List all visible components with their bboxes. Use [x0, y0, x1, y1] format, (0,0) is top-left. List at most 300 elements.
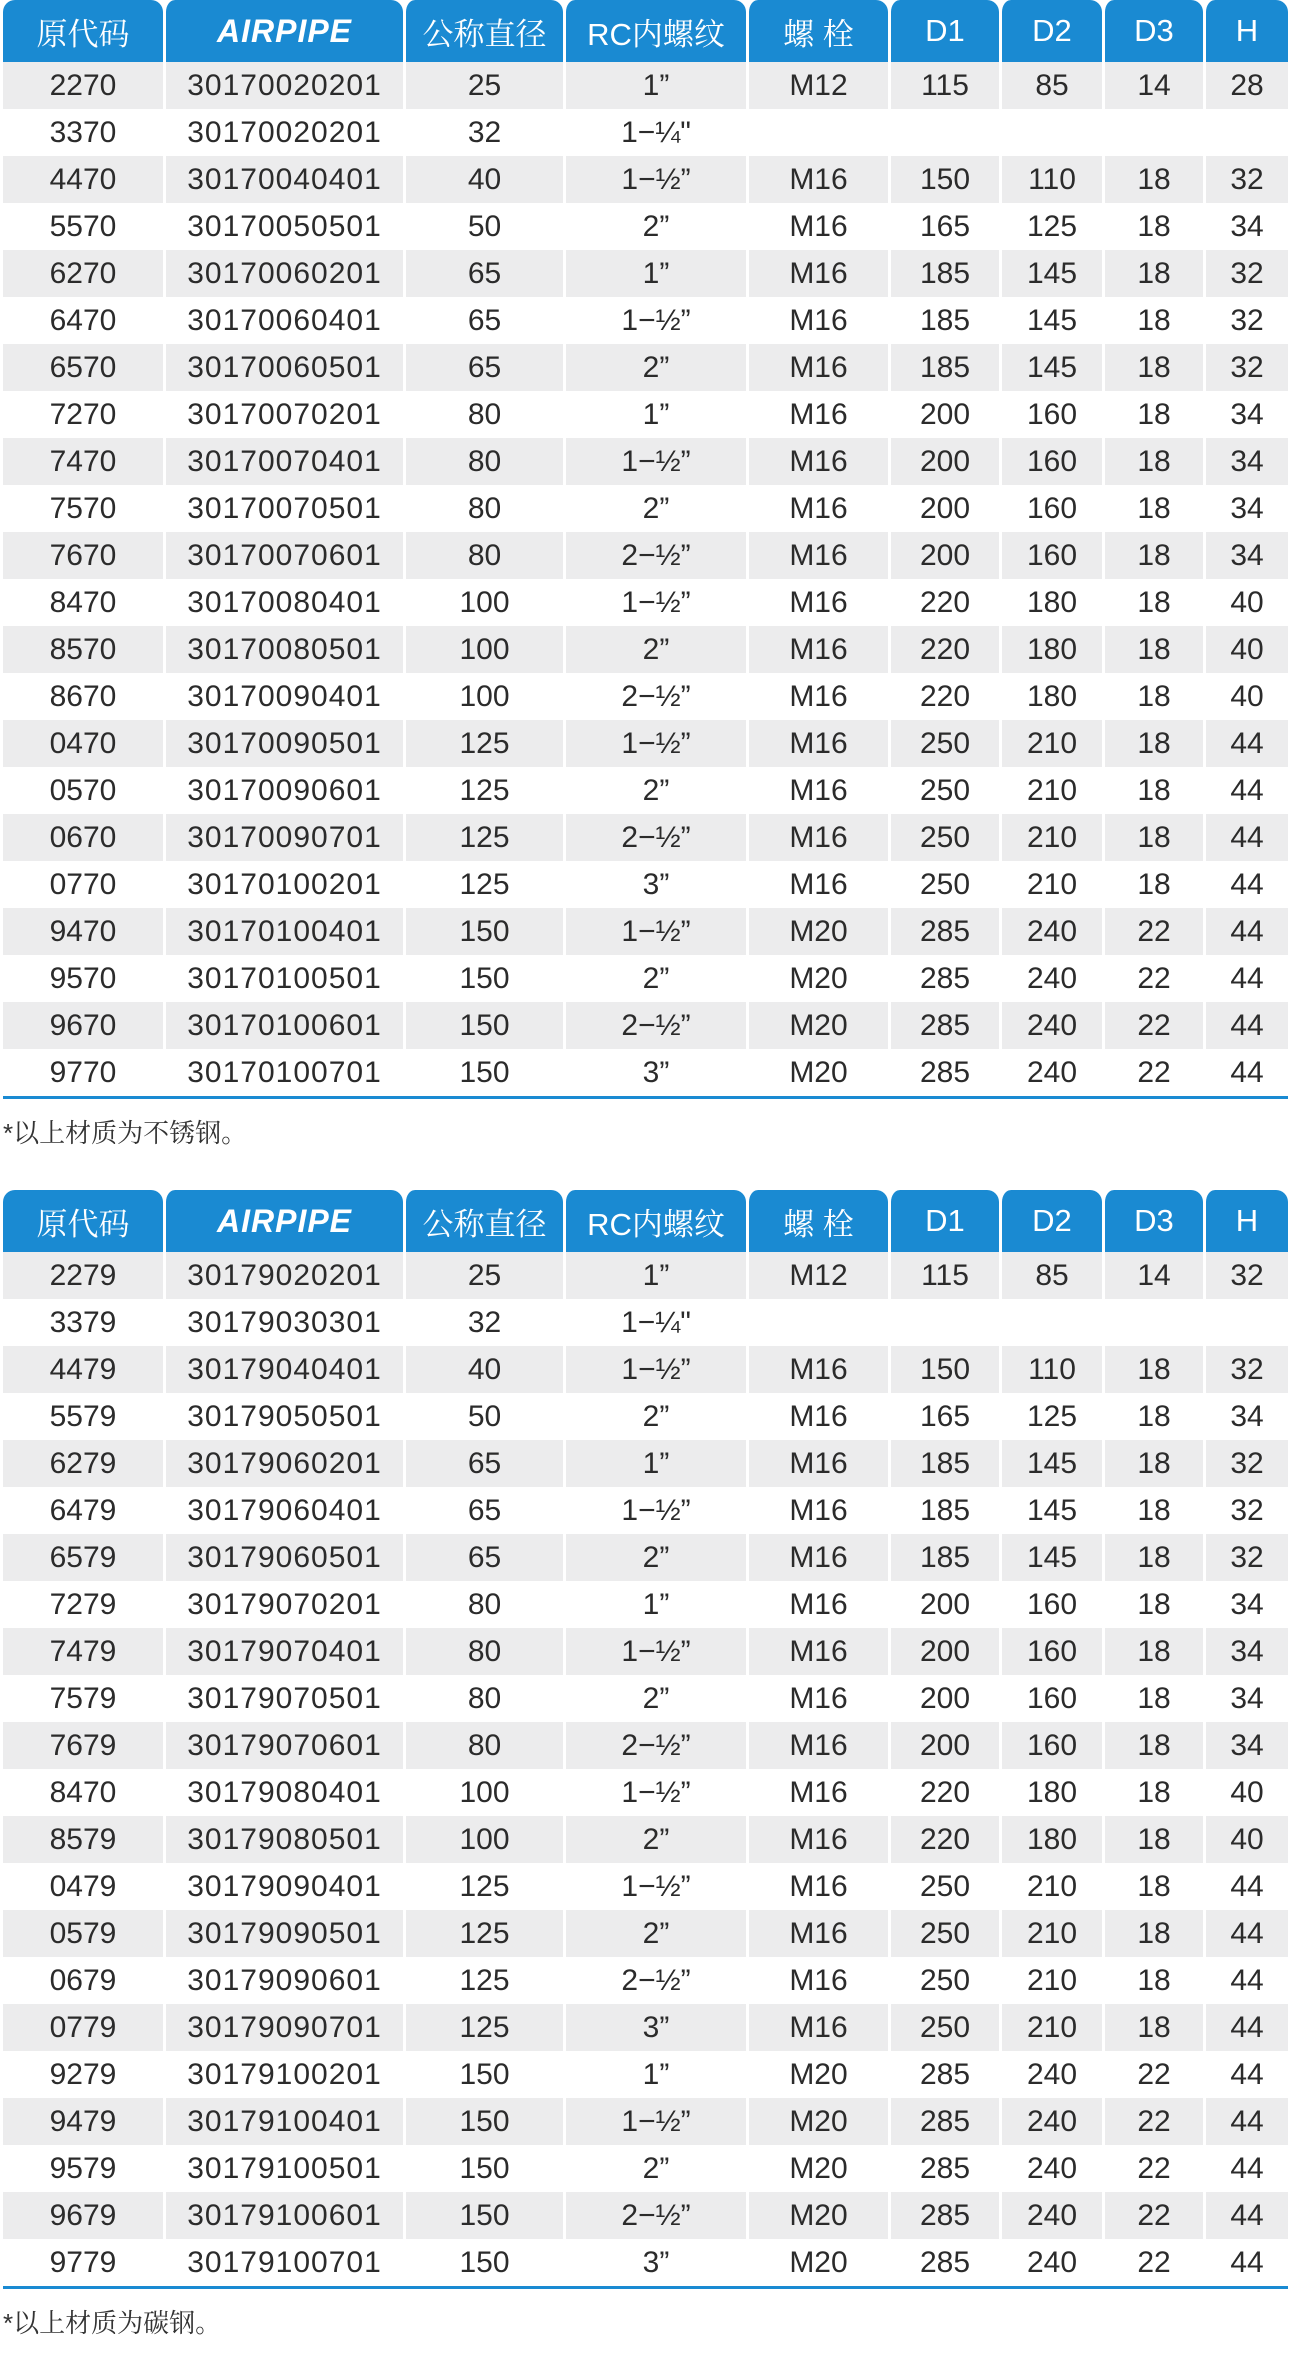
cell-bolt: M16	[746, 579, 888, 626]
cell-bolt: M16	[746, 673, 888, 720]
cell-rc-thread: 1−½”	[563, 908, 746, 955]
cell-bolt: M16	[746, 344, 888, 391]
cell-original-code: 6279	[3, 1440, 163, 1487]
cell-bolt: M16	[746, 814, 888, 861]
cell-nominal-diameter: 80	[403, 1675, 563, 1722]
cell-d2: 125	[999, 203, 1102, 250]
spec-table	[3, 0, 1288, 1096]
cell-d2	[999, 1299, 1102, 1346]
cell-d2: 160	[999, 532, 1102, 579]
cell-rc-thread: 2”	[563, 767, 746, 814]
cell-nominal-diameter: 65	[403, 297, 563, 344]
table-row	[3, 532, 1288, 579]
cell-bolt: M12	[746, 1252, 888, 1299]
cell-original-code: 4470	[3, 156, 163, 203]
cell-rc-thread: 2−½”	[563, 1722, 746, 1769]
cell-d2: 160	[999, 1581, 1102, 1628]
cell-d1: 250	[888, 1957, 999, 2004]
cell-bolt: M16	[746, 203, 888, 250]
cell-h: 34	[1203, 485, 1288, 532]
cell-rc-thread: 1”	[563, 250, 746, 297]
cell-original-code: 8470	[3, 579, 163, 626]
cell-h: 44	[1203, 908, 1288, 955]
cell-article-number: 30170020201	[163, 62, 403, 109]
cell-d2: 145	[999, 1534, 1102, 1581]
cell-rc-thread: 1”	[563, 1440, 746, 1487]
cell-nominal-diameter: 65	[403, 1534, 563, 1581]
cell-article-number: 30170070401	[163, 438, 403, 485]
spec-table	[3, 1190, 1288, 2286]
cell-d1: 185	[888, 344, 999, 391]
table-row	[3, 109, 1288, 156]
cell-d3: 18	[1102, 2004, 1203, 2051]
cell-original-code: 7470	[3, 438, 163, 485]
cell-rc-thread: 2−½”	[563, 2192, 746, 2239]
cell-original-code: 9679	[3, 2192, 163, 2239]
cell-d2: 210	[999, 861, 1102, 908]
cell-d1: 185	[888, 250, 999, 297]
cell-h: 32	[1203, 1534, 1288, 1581]
cell-article-number: 30170070201	[163, 391, 403, 438]
table-section-carbon	[0, 1190, 1291, 2340]
table-row	[3, 203, 1288, 250]
cell-d3: 18	[1102, 156, 1203, 203]
header-bolt: 螺 栓	[746, 1190, 888, 1252]
cell-h: 40	[1203, 579, 1288, 626]
cell-original-code: 9479	[3, 2098, 163, 2145]
cell-d3: 22	[1102, 2145, 1203, 2192]
cell-article-number: 30170100601	[163, 1002, 403, 1049]
cell-h: 32	[1203, 1252, 1288, 1299]
cell-bolt: M16	[746, 438, 888, 485]
cell-nominal-diameter: 50	[403, 1393, 563, 1440]
cell-nominal-diameter: 125	[403, 814, 563, 861]
cell-nominal-diameter: 150	[403, 2145, 563, 2192]
cell-rc-thread: 3”	[563, 2239, 746, 2286]
cell-d2: 145	[999, 297, 1102, 344]
cell-h: 34	[1203, 391, 1288, 438]
cell-d2: 160	[999, 1628, 1102, 1675]
cell-article-number: 30170100501	[163, 955, 403, 1002]
cell-nominal-diameter: 80	[403, 1722, 563, 1769]
cell-d2: 240	[999, 908, 1102, 955]
cell-article-number: 30170090601	[163, 767, 403, 814]
cell-d3: 18	[1102, 485, 1203, 532]
cell-rc-thread: 1−½”	[563, 156, 746, 203]
cell-bolt: M20	[746, 955, 888, 1002]
cell-rc-thread: 2−½”	[563, 532, 746, 579]
material-note: *以上材质为碳钢。	[3, 2308, 222, 2338]
cell-rc-thread: 2”	[563, 344, 746, 391]
cell-original-code: 9779	[3, 2239, 163, 2286]
cell-h: 32	[1203, 297, 1288, 344]
cell-bolt: M16	[746, 861, 888, 908]
cell-d3: 18	[1102, 1675, 1203, 1722]
cell-bolt: M20	[746, 908, 888, 955]
cell-d2: 110	[999, 1346, 1102, 1393]
cell-rc-thread: 3”	[563, 861, 746, 908]
cell-original-code: 0779	[3, 2004, 163, 2051]
cell-original-code: 7679	[3, 1722, 163, 1769]
cell-nominal-diameter: 65	[403, 344, 563, 391]
cell-nominal-diameter: 150	[403, 2192, 563, 2239]
header-d1: D1	[888, 1190, 999, 1252]
cell-d1: 285	[888, 2051, 999, 2098]
cell-article-number: 30179030301	[163, 1299, 403, 1346]
cell-rc-thread: 1−½”	[563, 1863, 746, 1910]
cell-original-code: 6579	[3, 1534, 163, 1581]
cell-bolt: M16	[746, 1722, 888, 1769]
cell-rc-thread: 1−½”	[563, 1487, 746, 1534]
cell-h: 34	[1203, 1722, 1288, 1769]
cell-h: 28	[1203, 62, 1288, 109]
cell-article-number: 30170070501	[163, 485, 403, 532]
cell-d3: 18	[1102, 391, 1203, 438]
cell-h: 34	[1203, 1581, 1288, 1628]
cell-d3: 18	[1102, 250, 1203, 297]
cell-d1: 165	[888, 1393, 999, 1440]
cell-original-code: 8579	[3, 1816, 163, 1863]
cell-d2: 145	[999, 1487, 1102, 1534]
header-row	[3, 1190, 1288, 1252]
cell-d3: 18	[1102, 1581, 1203, 1628]
cell-d1: 185	[888, 297, 999, 344]
table-row	[3, 673, 1288, 720]
cell-d3: 22	[1102, 1002, 1203, 1049]
cell-article-number: 30179100501	[163, 2145, 403, 2192]
cell-article-number: 30179020201	[163, 1252, 403, 1299]
table-row	[3, 156, 1288, 203]
cell-d2: 210	[999, 814, 1102, 861]
cell-d3: 18	[1102, 203, 1203, 250]
cell-d1: 115	[888, 1252, 999, 1299]
table-bottom-rule	[3, 1096, 1288, 1099]
cell-original-code: 0579	[3, 1910, 163, 1957]
cell-d1: 285	[888, 1049, 999, 1096]
cell-d1: 250	[888, 814, 999, 861]
cell-nominal-diameter: 50	[403, 203, 563, 250]
cell-original-code: 9770	[3, 1049, 163, 1096]
cell-d2: 145	[999, 344, 1102, 391]
table-row	[3, 1957, 1288, 2004]
header-d3: D3	[1102, 0, 1203, 62]
cell-h: 40	[1203, 626, 1288, 673]
cell-d3: 22	[1102, 908, 1203, 955]
cell-rc-thread: 1−¼"	[563, 1299, 746, 1346]
cell-bolt: M16	[746, 767, 888, 814]
cell-rc-thread: 2”	[563, 203, 746, 250]
cell-article-number: 30179090701	[163, 2004, 403, 2051]
cell-h: 34	[1203, 203, 1288, 250]
cell-nominal-diameter: 150	[403, 955, 563, 1002]
cell-nominal-diameter: 32	[403, 1299, 563, 1346]
cell-d1: 200	[888, 532, 999, 579]
header-d1: D1	[888, 0, 999, 62]
cell-nominal-diameter: 100	[403, 1816, 563, 1863]
cell-d3: 18	[1102, 1816, 1203, 1863]
cell-d1: 220	[888, 626, 999, 673]
table-row	[3, 955, 1288, 1002]
table-row	[3, 2145, 1288, 2192]
cell-h: 32	[1203, 344, 1288, 391]
cell-h: 44	[1203, 1002, 1288, 1049]
cell-d2: 110	[999, 156, 1102, 203]
cell-h: 44	[1203, 720, 1288, 767]
header-airpipe-brand	[163, 0, 403, 62]
cell-h: 40	[1203, 673, 1288, 720]
cell-nominal-diameter: 150	[403, 2239, 563, 2286]
cell-nominal-diameter: 125	[403, 1910, 563, 1957]
cell-rc-thread: 2”	[563, 955, 746, 1002]
cell-nominal-diameter: 125	[403, 1863, 563, 1910]
table-row	[3, 1910, 1288, 1957]
cell-d3: 18	[1102, 532, 1203, 579]
cell-d1: 285	[888, 2098, 999, 2145]
cell-rc-thread: 1−½”	[563, 438, 746, 485]
cell-article-number: 30179090601	[163, 1957, 403, 2004]
cell-original-code: 7279	[3, 1581, 163, 1628]
cell-d3: 18	[1102, 1346, 1203, 1393]
cell-d3: 18	[1102, 297, 1203, 344]
table-body	[3, 62, 1288, 1096]
cell-d1: 200	[888, 1581, 999, 1628]
table-row	[3, 908, 1288, 955]
cell-nominal-diameter: 80	[403, 485, 563, 532]
cell-article-number: 30179100701	[163, 2239, 403, 2286]
cell-rc-thread: 1”	[563, 62, 746, 109]
cell-article-number: 30170100401	[163, 908, 403, 955]
cell-nominal-diameter: 80	[403, 391, 563, 438]
cell-rc-thread: 3”	[563, 1049, 746, 1096]
header-d2: D2	[999, 0, 1102, 62]
cell-d2: 240	[999, 2051, 1102, 2098]
cell-original-code: 8670	[3, 673, 163, 720]
cell-h: 44	[1203, 2098, 1288, 2145]
cell-rc-thread: 1−½”	[563, 579, 746, 626]
cell-rc-thread: 3”	[563, 2004, 746, 2051]
cell-bolt: M16	[746, 1816, 888, 1863]
cell-d2: 180	[999, 1816, 1102, 1863]
cell-original-code: 9279	[3, 2051, 163, 2098]
cell-nominal-diameter: 65	[403, 1440, 563, 1487]
cell-rc-thread: 1−½”	[563, 297, 746, 344]
cell-bolt	[746, 109, 888, 156]
cell-article-number: 30170080401	[163, 579, 403, 626]
table-row	[3, 344, 1288, 391]
cell-article-number: 30179070401	[163, 1628, 403, 1675]
cell-h: 34	[1203, 1393, 1288, 1440]
cell-original-code: 2279	[3, 1252, 163, 1299]
table-row	[3, 438, 1288, 485]
cell-bolt: M20	[746, 2098, 888, 2145]
cell-original-code: 5579	[3, 1393, 163, 1440]
cell-d3: 18	[1102, 1769, 1203, 1816]
cell-d1: 250	[888, 2004, 999, 2051]
cell-article-number: 30179070501	[163, 1675, 403, 1722]
cell-rc-thread: 2”	[563, 1816, 746, 1863]
table-row	[3, 1722, 1288, 1769]
cell-original-code: 0479	[3, 1863, 163, 1910]
cell-d2: 240	[999, 2145, 1102, 2192]
cell-d2: 160	[999, 1675, 1102, 1722]
cell-d3: 18	[1102, 1440, 1203, 1487]
cell-article-number: 30170060401	[163, 297, 403, 344]
cell-d1: 250	[888, 767, 999, 814]
cell-original-code: 0679	[3, 1957, 163, 2004]
cell-d2: 145	[999, 1440, 1102, 1487]
cell-rc-thread: 2−½”	[563, 1957, 746, 2004]
cell-rc-thread: 2−½”	[563, 673, 746, 720]
table-row	[3, 1581, 1288, 1628]
header-rc-thread: RC内螺纹	[563, 1190, 746, 1252]
header-h: H	[1203, 0, 1288, 62]
cell-d3: 18	[1102, 579, 1203, 626]
cell-bolt: M20	[746, 2192, 888, 2239]
cell-article-number: 30179050501	[163, 1393, 403, 1440]
cell-rc-thread: 1−¼"	[563, 109, 746, 156]
cell-rc-thread: 2”	[563, 1393, 746, 1440]
cell-bolt: M16	[746, 1769, 888, 1816]
cell-d1: 285	[888, 908, 999, 955]
cell-d1: 220	[888, 673, 999, 720]
cell-d2: 180	[999, 673, 1102, 720]
cell-bolt: M20	[746, 2239, 888, 2286]
cell-bolt: M12	[746, 62, 888, 109]
cell-bolt: M16	[746, 1957, 888, 2004]
cell-nominal-diameter: 80	[403, 438, 563, 485]
cell-d3: 18	[1102, 1863, 1203, 1910]
cell-h: 44	[1203, 2051, 1288, 2098]
cell-nominal-diameter: 100	[403, 579, 563, 626]
cell-nominal-diameter: 125	[403, 767, 563, 814]
header-nominal-diameter: 公称直径	[403, 1190, 563, 1252]
table-row	[3, 1534, 1288, 1581]
cell-bolt: M16	[746, 1675, 888, 1722]
header-rc-thread: RC内螺纹	[563, 0, 746, 62]
cell-rc-thread: 1”	[563, 2051, 746, 2098]
cell-bolt: M16	[746, 1393, 888, 1440]
table-row	[3, 2051, 1288, 2098]
airpipe-logo-text: AIRPIPE	[216, 12, 353, 49]
cell-d1: 220	[888, 1769, 999, 1816]
cell-h: 34	[1203, 1675, 1288, 1722]
cell-original-code: 3370	[3, 109, 163, 156]
cell-d2: 145	[999, 250, 1102, 297]
cell-nominal-diameter: 150	[403, 2051, 563, 2098]
cell-nominal-diameter: 100	[403, 673, 563, 720]
table-row	[3, 1049, 1288, 1096]
cell-d3: 22	[1102, 2098, 1203, 2145]
cell-bolt: M16	[746, 297, 888, 344]
cell-original-code: 7479	[3, 1628, 163, 1675]
cell-d2: 240	[999, 2098, 1102, 2145]
cell-d2: 210	[999, 720, 1102, 767]
cell-d3: 18	[1102, 861, 1203, 908]
table-row	[3, 1675, 1288, 1722]
cell-d3: 18	[1102, 1534, 1203, 1581]
cell-bolt: M16	[746, 1910, 888, 1957]
cell-nominal-diameter: 150	[403, 1002, 563, 1049]
cell-nominal-diameter: 80	[403, 1628, 563, 1675]
cell-bolt: M16	[746, 1346, 888, 1393]
cell-original-code: 0570	[3, 767, 163, 814]
cell-h: 32	[1203, 1487, 1288, 1534]
cell-article-number: 30170100701	[163, 1049, 403, 1096]
cell-original-code: 6270	[3, 250, 163, 297]
table-row	[3, 297, 1288, 344]
cell-h: 44	[1203, 2004, 1288, 2051]
header-nominal-diameter: 公称直径	[403, 0, 563, 62]
cell-d3: 18	[1102, 626, 1203, 673]
cell-original-code: 7270	[3, 391, 163, 438]
table-row	[3, 1002, 1288, 1049]
cell-h: 40	[1203, 1816, 1288, 1863]
cell-d3: 18	[1102, 1722, 1203, 1769]
cell-nominal-diameter: 65	[403, 1487, 563, 1534]
cell-article-number: 30170050501	[163, 203, 403, 250]
cell-bolt: M16	[746, 2004, 888, 2051]
cell-d1: 250	[888, 861, 999, 908]
table-row	[3, 861, 1288, 908]
table-row	[3, 2098, 1288, 2145]
cell-d3: 22	[1102, 1049, 1203, 1096]
cell-h: 34	[1203, 1628, 1288, 1675]
table-row	[3, 1487, 1288, 1534]
table-row	[3, 1299, 1288, 1346]
table-row	[3, 1252, 1288, 1299]
cell-d3: 18	[1102, 1910, 1203, 1957]
cell-d1: 185	[888, 1534, 999, 1581]
cell-original-code: 7670	[3, 532, 163, 579]
table-section-stainless	[0, 0, 1291, 1150]
cell-bolt: M16	[746, 391, 888, 438]
cell-bolt: M16	[746, 1534, 888, 1581]
cell-d1: 200	[888, 1722, 999, 1769]
cell-d3: 22	[1102, 2239, 1203, 2286]
cell-article-number: 30170080501	[163, 626, 403, 673]
cell-bolt: M20	[746, 1049, 888, 1096]
header-d3: D3	[1102, 1190, 1203, 1252]
cell-d2: 240	[999, 1049, 1102, 1096]
cell-d2	[999, 109, 1102, 156]
table-row	[3, 1863, 1288, 1910]
cell-nominal-diameter: 125	[403, 720, 563, 767]
cell-d1: 200	[888, 485, 999, 532]
cell-d1: 185	[888, 1440, 999, 1487]
cell-article-number: 30179060401	[163, 1487, 403, 1534]
table-row	[3, 391, 1288, 438]
cell-d2: 240	[999, 2192, 1102, 2239]
cell-article-number: 30170040401	[163, 156, 403, 203]
cell-d2: 160	[999, 438, 1102, 485]
cell-bolt: M16	[746, 1863, 888, 1910]
cell-d3: 18	[1102, 720, 1203, 767]
cell-d3: 18	[1102, 1393, 1203, 1440]
cell-rc-thread: 1−½”	[563, 720, 746, 767]
cell-d1: 285	[888, 2239, 999, 2286]
cell-h: 44	[1203, 1957, 1288, 2004]
cell-nominal-diameter: 40	[403, 156, 563, 203]
table-row	[3, 814, 1288, 861]
cell-d1: 220	[888, 1816, 999, 1863]
cell-article-number: 30170090401	[163, 673, 403, 720]
cell-d1: 250	[888, 720, 999, 767]
cell-d3: 18	[1102, 814, 1203, 861]
cell-bolt: M16	[746, 250, 888, 297]
cell-nominal-diameter: 80	[403, 532, 563, 579]
table-row	[3, 2192, 1288, 2239]
cell-d2: 125	[999, 1393, 1102, 1440]
